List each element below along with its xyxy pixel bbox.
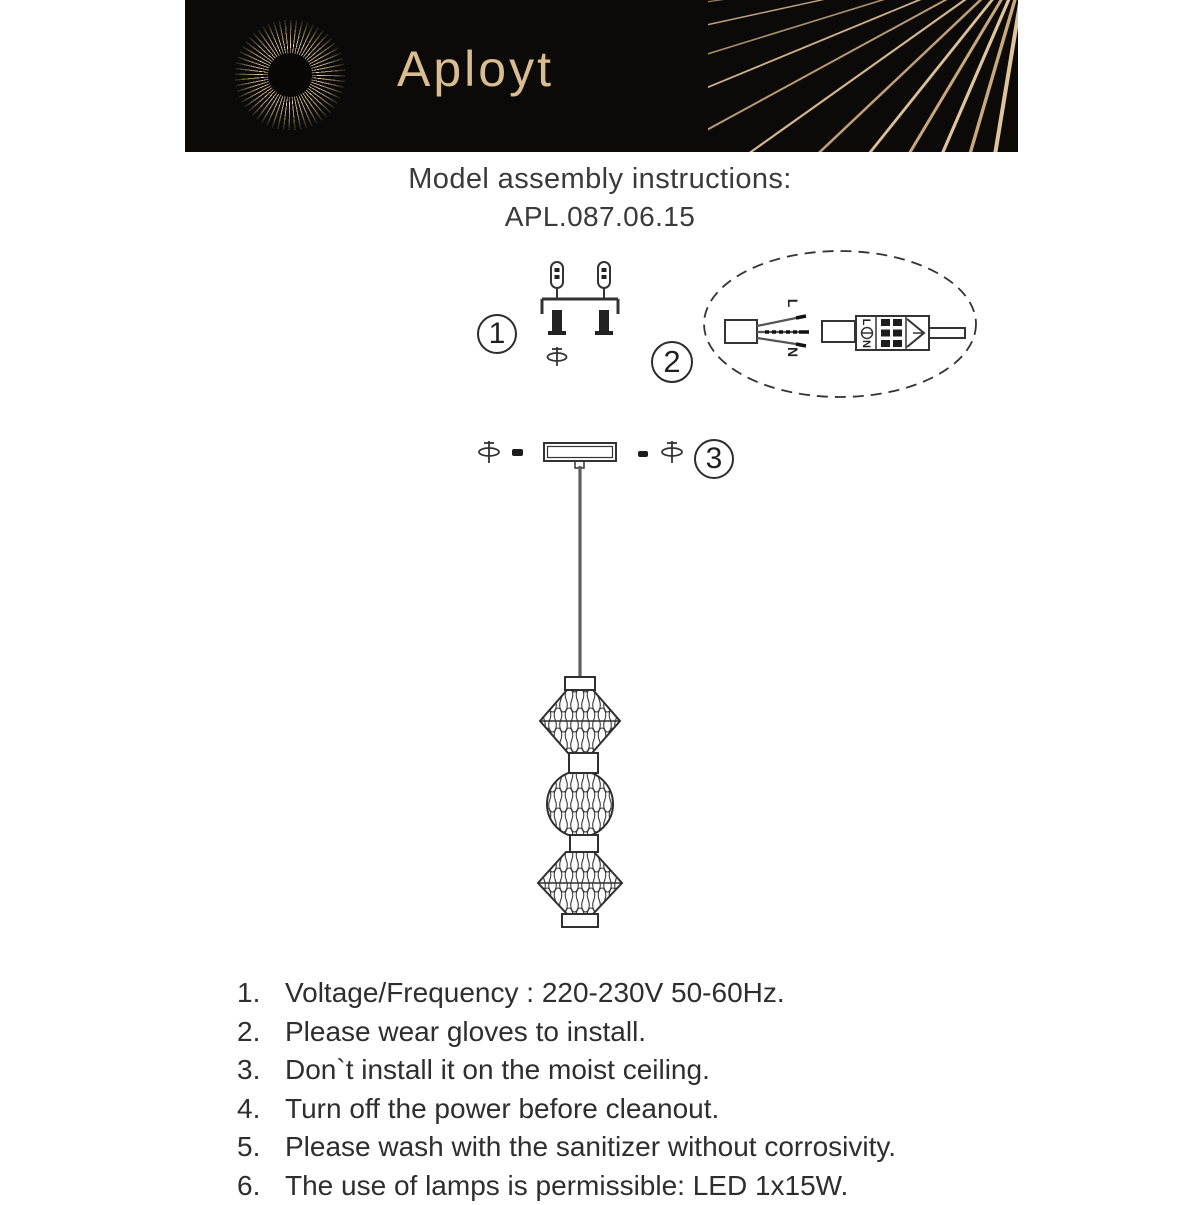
step-2-number: 2 [663, 344, 680, 380]
screw-rotate-icon [479, 441, 499, 463]
list-item-text: Please wash with the sanitizer without corrosivity. [285, 1128, 1027, 1167]
screw-rotate-icon [662, 441, 682, 463]
plug-wires-icon [725, 316, 809, 346]
list-item-text: Voltage/Frequency : 220-230V 50-60Hz. [285, 974, 1027, 1013]
nut-icon [638, 451, 648, 457]
list-item [237, 1128, 1027, 1167]
live-wire-label: L [785, 299, 801, 308]
block-live-label: L [860, 319, 872, 326]
list-item [237, 974, 1027, 1013]
list-item-number: 4. [237, 1090, 285, 1129]
lamp-connector [569, 753, 598, 773]
list-item-text: Don`t install it on the moist ceiling. [285, 1051, 1027, 1090]
block-neutral-label: N [860, 340, 872, 348]
list-item-number: 3. [237, 1051, 285, 1090]
list-item [237, 1090, 1027, 1129]
instructions-list [237, 974, 1027, 1205]
pendant-lamp-drawing [525, 460, 645, 940]
list-item [237, 1051, 1027, 1090]
step-1-number: 1 [489, 317, 506, 351]
list-item-text: The use of lamps is permissible: LED 1x15W. [285, 1167, 1027, 1205]
model-number: APL.087.06.15 [0, 201, 1200, 233]
step-3-number: 3 [706, 442, 723, 476]
list-item-number: 5. [237, 1128, 285, 1167]
page-title: Model assembly instructions: [0, 163, 1200, 196]
rays-decoration [708, 0, 1018, 152]
step-3-badge [694, 439, 734, 479]
step-2-badge [651, 341, 693, 383]
screw-icon [598, 262, 610, 299]
step1-anchors-diagram [455, 252, 670, 377]
list-item-number: 2. [237, 1013, 285, 1052]
lamp-middle-sphere [547, 771, 613, 837]
nut-icon [512, 449, 523, 456]
title-block [0, 163, 1200, 233]
screw-rotate-icon [548, 347, 567, 366]
wall-anchor-icon [548, 310, 613, 335]
neutral-wire-label: N [785, 347, 801, 357]
lamp-bottom-cap [562, 914, 598, 927]
sunburst-core [268, 53, 312, 97]
list-item [237, 1167, 1027, 1205]
list-item-text: Turn off the power before cleanout. [285, 1090, 1027, 1129]
lamp-top-cap [565, 677, 595, 690]
list-item [237, 1013, 1027, 1052]
brand-name: Aployt [397, 40, 554, 98]
list-item-number: 6. [237, 1167, 285, 1205]
screw-icon [551, 262, 563, 299]
lamp-connector [570, 835, 598, 852]
list-item-number: 1. [237, 974, 285, 1013]
terminal-block-icon [822, 316, 965, 350]
brand-banner [185, 0, 1018, 152]
step2-wiring-diagram [695, 248, 995, 403]
dashed-ellipse [704, 251, 976, 397]
list-item-text: Please wear gloves to install. [285, 1013, 1027, 1052]
step-1-badge [477, 314, 517, 354]
